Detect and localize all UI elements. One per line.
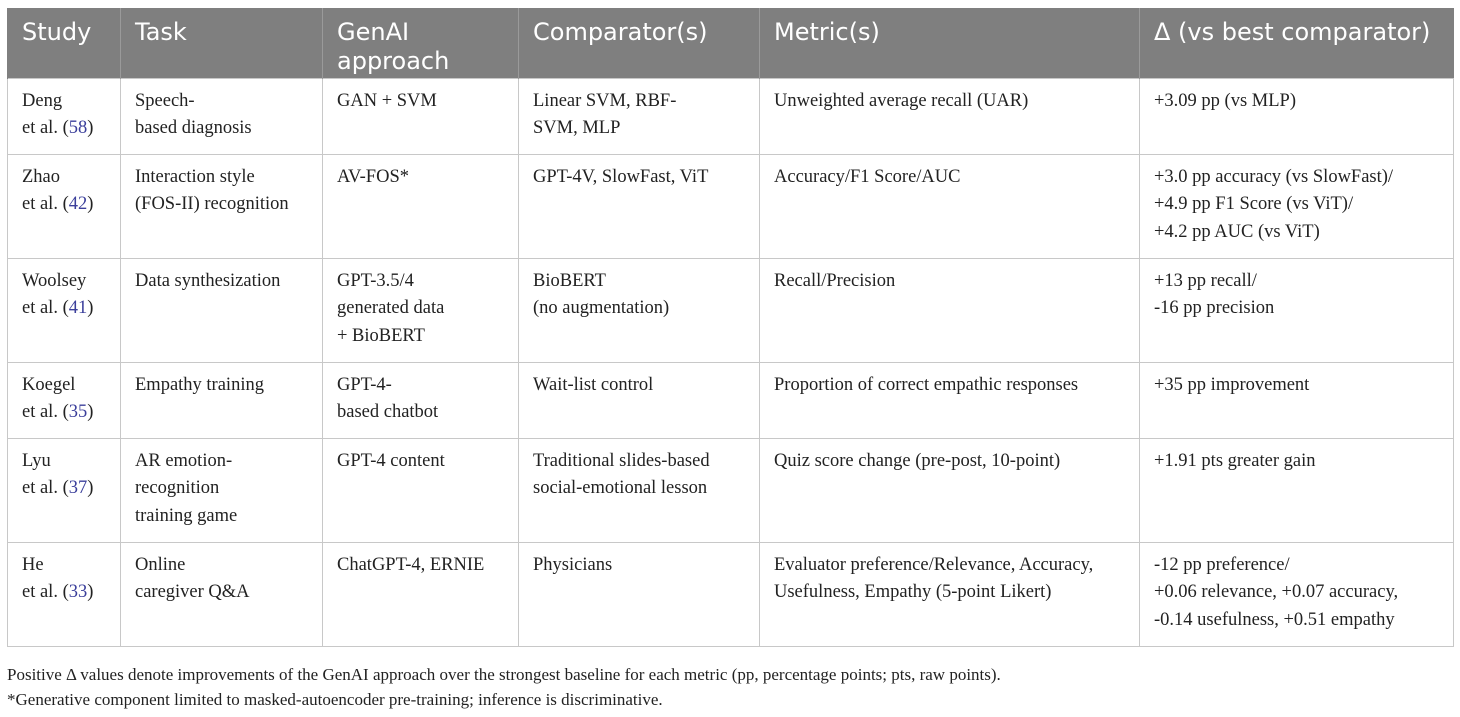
reference-link[interactable]: 33	[68, 582, 88, 602]
approach-cell: GPT-4- based chatbot	[323, 362, 519, 438]
results-table	[7, 8, 1454, 647]
approach-cell: ChatGPT-4, ERNIE	[323, 542, 519, 646]
table-row	[8, 542, 1454, 646]
table-footnotes	[7, 662, 1001, 712]
approach-cell: GPT-4 content	[323, 438, 519, 542]
reference-link[interactable]: 58	[68, 118, 88, 138]
metrics-cell: Unweighted average recall (UAR)	[760, 78, 1140, 154]
task-cell: Empathy training	[121, 362, 323, 438]
task-cell: Speech- based diagnosis	[121, 78, 323, 154]
table-row	[8, 258, 1454, 362]
study-etal: et al. (	[22, 118, 69, 138]
header-comparators: Comparator(s)	[519, 8, 760, 78]
study-close: )	[87, 118, 94, 138]
comparators-cell: Physicians	[519, 542, 760, 646]
approach-cell: GAN + SVM	[323, 78, 519, 154]
metrics-cell: Proportion of correct empathic responses	[760, 362, 1140, 438]
study-close: )	[87, 582, 94, 602]
study-cell	[8, 438, 121, 542]
task-cell: Interaction style (FOS-II) recognition	[121, 154, 323, 258]
results-table-container	[7, 8, 1453, 647]
task-cell: AR emotion- recognition training game	[121, 438, 323, 542]
study-etal: et al. (	[22, 298, 69, 318]
header-study: Study	[8, 8, 121, 78]
task-cell: Data synthesization	[121, 258, 323, 362]
header-metrics: Metric(s)	[760, 8, 1140, 78]
header-delta: Δ (vs best comparator)	[1140, 8, 1454, 78]
study-close: )	[87, 402, 94, 422]
study-cell	[8, 258, 121, 362]
table-row	[8, 154, 1454, 258]
reference-link[interactable]: 42	[68, 194, 88, 214]
task-cell: Online caregiver Q&A	[121, 542, 323, 646]
study-etal: et al. (	[22, 478, 69, 498]
comparators-cell: BioBERT (no augmentation)	[519, 258, 760, 362]
header-genai-approach: GenAI approach	[323, 8, 519, 78]
study-cell	[8, 542, 121, 646]
study-etal: et al. (	[22, 402, 69, 422]
study-author: Deng	[22, 90, 63, 111]
metrics-cell: Quiz score change (pre-post, 10-point)	[760, 438, 1140, 542]
study-etal: et al. (	[22, 194, 69, 214]
table-row	[8, 438, 1454, 542]
comparators-cell: Linear SVM, RBF- SVM, MLP	[519, 78, 760, 154]
study-author: Woolsey	[22, 270, 87, 291]
study-author: Zhao	[22, 166, 61, 187]
metrics-cell: Evaluator preference/Relevance, Accuracy, Usefulness, Empathy (5-point Likert)	[760, 542, 1140, 646]
metrics-cell: Recall/Precision	[760, 258, 1140, 362]
reference-link[interactable]: 41	[68, 298, 88, 318]
study-cell	[8, 362, 121, 438]
footnote-delta-definition: Positive Δ values denote improvements of the GenAI approach over the strongest baseline for each metric (pp, percentage points; pts, raw points).	[7, 665, 1001, 684]
study-close: )	[87, 194, 94, 214]
study-author: He	[22, 554, 44, 575]
table-header-row	[8, 8, 1454, 78]
metrics-cell: Accuracy/F1 Score/AUC	[760, 154, 1140, 258]
reference-link[interactable]: 35	[68, 402, 88, 422]
comparators-cell: Traditional slides-based social-emotional lesson	[519, 438, 760, 542]
study-close: )	[87, 478, 94, 498]
study-cell	[8, 78, 121, 154]
study-author: Lyu	[22, 450, 51, 471]
table-row	[8, 362, 1454, 438]
approach-cell: AV-FOS*	[323, 154, 519, 258]
header-task: Task	[121, 8, 323, 78]
comparators-cell: Wait-list control	[519, 362, 760, 438]
delta-cell: +1.91 pts greater gain	[1140, 438, 1454, 542]
delta-cell: +35 pp improvement	[1140, 362, 1454, 438]
delta-cell: -12 pp preference/ +0.06 relevance, +0.07 accuracy, -0.14 usefulness, +0.51 empathy	[1140, 542, 1454, 646]
reference-link[interactable]: 37	[68, 478, 88, 498]
approach-cell: GPT-3.5/4 generated data + BioBERT	[323, 258, 519, 362]
delta-cell: +3.09 pp (vs MLP)	[1140, 78, 1454, 154]
delta-cell: +13 pp recall/ -16 pp precision	[1140, 258, 1454, 362]
footnote-generative-component: *Generative component limited to masked-autoencoder pre-training; inference is discriminative.	[7, 690, 663, 709]
comparators-cell: GPT-4V, SlowFast, ViT	[519, 154, 760, 258]
table-row	[8, 78, 1454, 154]
study-author: Koegel	[22, 374, 76, 395]
study-etal: et al. (	[22, 582, 69, 602]
delta-cell: +3.0 pp accuracy (vs SlowFast)/ +4.9 pp F1 Score (vs ViT)/ +4.2 pp AUC (vs ViT)	[1140, 154, 1454, 258]
study-cell	[8, 154, 121, 258]
study-close: )	[87, 298, 94, 318]
